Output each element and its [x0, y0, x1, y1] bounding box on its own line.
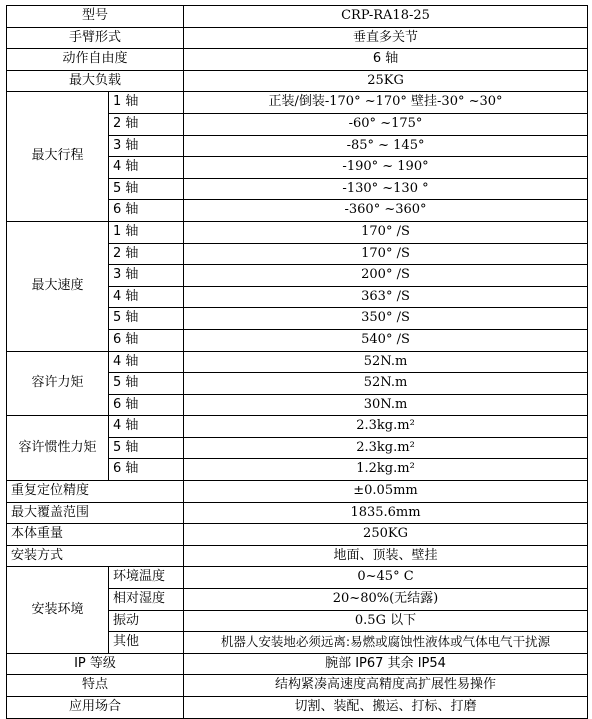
spec-table	[6, 5, 588, 719]
axis-value: 正装/倒装-170° ~170° 壁挂-30° ~30°	[184, 92, 588, 114]
axis-value: 1.2kg.m²	[184, 459, 588, 481]
group-label-stroke: 最大行程	[7, 92, 109, 222]
axis-value: 52N.m	[184, 351, 588, 373]
axis-label: 4 轴	[109, 351, 184, 373]
env-label: 振动	[109, 610, 184, 632]
table-row	[7, 351, 588, 373]
row-label: 应用场合	[7, 697, 184, 719]
table-row	[7, 70, 588, 92]
axis-label: 5 轴	[109, 308, 184, 330]
group-label-speed: 最大速度	[7, 221, 109, 351]
axis-value: 30N.m	[184, 394, 588, 416]
axis-label: 5 轴	[109, 373, 184, 395]
env-value: 0~45° C	[184, 567, 588, 589]
axis-label: 1 轴	[109, 221, 184, 243]
table-row	[7, 567, 588, 589]
axis-label: 6 轴	[109, 200, 184, 222]
axis-value: -60° ~175°	[184, 113, 588, 135]
row-label: 最大覆盖范围	[7, 502, 184, 524]
table-row	[7, 416, 588, 438]
env-value: 0.5G 以下	[184, 610, 588, 632]
row-label: IP 等级	[7, 653, 184, 675]
table-row	[7, 545, 588, 567]
axis-label: 3 轴	[109, 135, 184, 157]
row-value: 结构紧凑高速度高精度高扩展性易操作	[184, 675, 588, 697]
env-label: 其他	[109, 632, 184, 654]
axis-value: 170° /S	[184, 243, 588, 265]
env-label: 环境温度	[109, 567, 184, 589]
axis-label: 6 轴	[109, 394, 184, 416]
table-row	[7, 653, 588, 675]
axis-value: 2.3kg.m²	[184, 416, 588, 438]
table-row	[7, 524, 588, 546]
table-row	[7, 481, 588, 503]
axis-value: 363° /S	[184, 286, 588, 308]
table-row	[7, 221, 588, 243]
table-row	[7, 27, 588, 49]
row-label: 特点	[7, 675, 184, 697]
axis-label: 5 轴	[109, 437, 184, 459]
row-value: 250KG	[184, 524, 588, 546]
axis-label: 1 轴	[109, 92, 184, 114]
env-value: 20~80%(无结露)	[184, 589, 588, 611]
table-row	[7, 675, 588, 697]
row-label: 型号	[7, 6, 184, 28]
row-value: 切割、装配、搬运、打标、打磨	[184, 697, 588, 719]
axis-value: 2.3kg.m²	[184, 437, 588, 459]
axis-value: 52N.m	[184, 373, 588, 395]
row-value: CRP-RA18-25	[184, 6, 588, 28]
row-label: 最大负载	[7, 70, 184, 92]
axis-value: -360° ~360°	[184, 200, 588, 222]
axis-value: 170° /S	[184, 221, 588, 243]
table-row	[7, 6, 588, 28]
axis-label: 2 轴	[109, 243, 184, 265]
table-row	[7, 92, 588, 114]
axis-value: 350° /S	[184, 308, 588, 330]
axis-label: 2 轴	[109, 113, 184, 135]
row-value: 地面、顶装、壁挂	[184, 545, 588, 567]
group-label-torque: 容许力矩	[7, 351, 109, 416]
axis-value: -190° ~ 190°	[184, 157, 588, 179]
env-value: 机器人安装地必须远离:易燃或腐蚀性液体或气体电气干扰源	[184, 632, 588, 654]
axis-value: 540° /S	[184, 329, 588, 351]
axis-label: 5 轴	[109, 178, 184, 200]
axis-value: -130° ~130 °	[184, 178, 588, 200]
table-row	[7, 502, 588, 524]
row-value: 25KG	[184, 70, 588, 92]
row-label: 动作自由度	[7, 49, 184, 71]
row-value: 垂直多关节	[184, 27, 588, 49]
row-label: 本体重量	[7, 524, 184, 546]
axis-label: 4 轴	[109, 157, 184, 179]
row-label: 手臂形式	[7, 27, 184, 49]
axis-label: 4 轴	[109, 286, 184, 308]
group-label-environment: 安装环境	[7, 567, 109, 653]
axis-value: 200° /S	[184, 265, 588, 287]
row-value: 腕部 IP67 其余 IP54	[184, 653, 588, 675]
axis-label: 6 轴	[109, 329, 184, 351]
axis-label: 4 轴	[109, 416, 184, 438]
axis-label: 6 轴	[109, 459, 184, 481]
row-label: 安装方式	[7, 545, 184, 567]
axis-value: -85° ~ 145°	[184, 135, 588, 157]
env-label: 相对湿度	[109, 589, 184, 611]
group-label-inertia: 容许惯性力矩	[7, 416, 109, 481]
table-row	[7, 49, 588, 71]
row-value: 6 轴	[184, 49, 588, 71]
row-value: 1835.6mm	[184, 502, 588, 524]
row-value: ±0.05mm	[184, 481, 588, 503]
row-label: 重复定位精度	[7, 481, 184, 503]
axis-label: 3 轴	[109, 265, 184, 287]
